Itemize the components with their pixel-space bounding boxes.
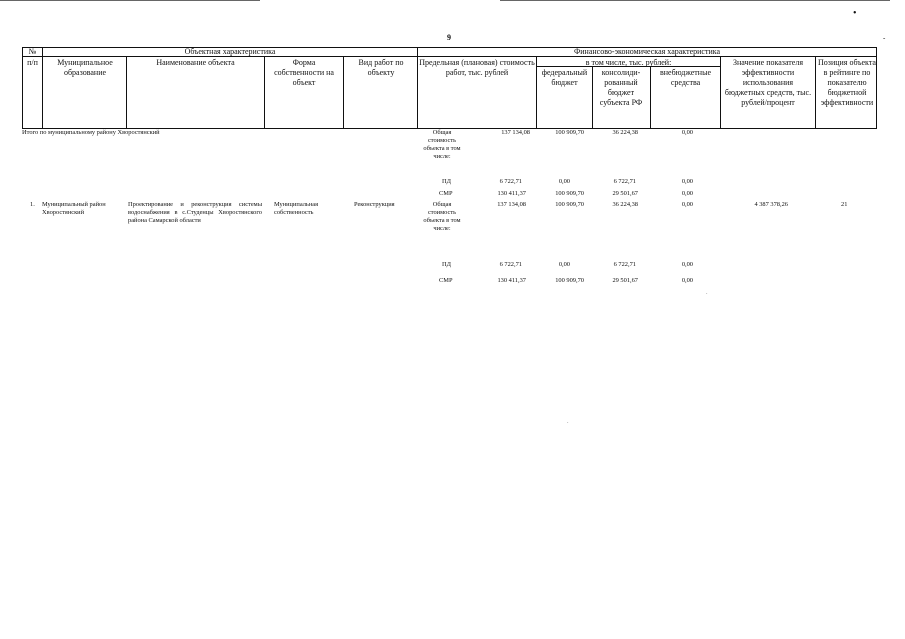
item-name: Проектирование и реконструкция системы водоснабжения в с.Студенцы Хворостянского района Самарской области bbox=[128, 201, 262, 224]
item-extra: 0,00 bbox=[681, 201, 693, 208]
item-pd-consolidated: 6 722,71 bbox=[613, 261, 636, 268]
item-pd-federal: 0,00 bbox=[558, 261, 570, 268]
total-cost-label: Общая стоимость объекта в том числе: bbox=[423, 129, 461, 160]
header-num: № bbox=[28, 47, 37, 56]
total-cost: 137 134,08 bbox=[501, 129, 530, 136]
item-smr-cost: 130 411,37 bbox=[497, 277, 526, 284]
total-pd-consolidated: 6 722,71 bbox=[613, 178, 636, 185]
total-pd-extra: 0,00 bbox=[681, 178, 693, 185]
item-smr-federal: 100 909,70 bbox=[555, 277, 584, 284]
item-pd-extra: 0,00 bbox=[681, 261, 693, 268]
item-num: 1. bbox=[30, 201, 35, 208]
scan-mark: • bbox=[853, 8, 857, 19]
header-ownership: Форма собственности на объект bbox=[274, 58, 334, 87]
total-consolidated: 36 224,38 bbox=[612, 129, 638, 136]
table-header bbox=[22, 47, 877, 129]
page-number: 9 bbox=[447, 33, 451, 42]
header-object-char: Объектная характеристика bbox=[184, 47, 276, 56]
total-label: Итого по муниципальному району Хворостянский bbox=[22, 129, 160, 136]
scan-speck: · bbox=[706, 292, 708, 297]
item-cost: 137 134,08 bbox=[497, 201, 526, 208]
total-federal: 100 909,70 bbox=[555, 129, 584, 136]
item-cost-label: Общая стоимость объекта в том числе: bbox=[423, 201, 461, 232]
header-max-cost: Предельная (плановая) стоимость работ, тыс. рублей bbox=[419, 58, 535, 77]
header-including: в том числе, тыс. рублей: bbox=[585, 58, 672, 67]
header-position: Позиция объекта в рейтинге по показателю бюджетной эффективности bbox=[818, 58, 876, 107]
header-extrabudget: внебюджетные средства bbox=[660, 68, 711, 87]
header-work-type: Вид работ по объекту bbox=[358, 58, 404, 77]
total-smr-consolidated: 29 501,67 bbox=[612, 190, 638, 197]
total-pd-label: ПД bbox=[442, 178, 451, 185]
item-smr-label: СМР bbox=[439, 277, 453, 284]
header-fin-char: Финансово-экономическая характеристика bbox=[573, 47, 721, 56]
total-smr-federal: 100 909,70 bbox=[555, 190, 584, 197]
item-efficiency: 4 387 378,26 bbox=[754, 201, 788, 208]
item-municipality: Муниципальный район Хворостянский bbox=[42, 201, 106, 216]
total-pd-cost: 6 722,71 bbox=[499, 178, 522, 185]
total-extra: 0,00 bbox=[681, 129, 693, 136]
scan-mark: - bbox=[883, 34, 886, 42]
item-smr-consolidated: 29 501,67 bbox=[612, 277, 638, 284]
item-pd-cost: 6 722,71 bbox=[499, 261, 522, 268]
header-consolidated: консолиди-рованный бюджет субъекта РФ bbox=[599, 68, 643, 107]
top-edge-line-right bbox=[500, 0, 890, 1]
item-smr-extra: 0,00 bbox=[681, 277, 693, 284]
item-consolidated: 36 224,38 bbox=[612, 201, 638, 208]
item-position: 21 bbox=[841, 201, 848, 208]
scan-speck: · bbox=[567, 421, 569, 426]
item-federal: 100 909,70 bbox=[555, 201, 584, 208]
total-smr-label: СМР bbox=[439, 190, 453, 197]
item-pd-label: ПД bbox=[442, 261, 451, 268]
total-pd-federal: 0,00 bbox=[558, 178, 570, 185]
header-num-sub: п/п bbox=[27, 58, 38, 67]
header-object-name: Наименование объекта bbox=[156, 58, 235, 67]
total-smr-extra: 0,00 bbox=[681, 190, 693, 197]
header-efficiency: Значение показателя эффективности использования бюджетных средств, тыс. рублей/процент bbox=[724, 58, 812, 107]
header-municipality: Муниципальное образование bbox=[57, 58, 113, 77]
top-edge-line bbox=[0, 0, 260, 1]
item-work-type: Реконструкция bbox=[354, 201, 395, 208]
header-federal: федеральный бюджет bbox=[541, 68, 588, 87]
item-ownership: Муниципальная собственность bbox=[274, 201, 319, 216]
total-smr-cost: 130 411,37 bbox=[497, 190, 526, 197]
